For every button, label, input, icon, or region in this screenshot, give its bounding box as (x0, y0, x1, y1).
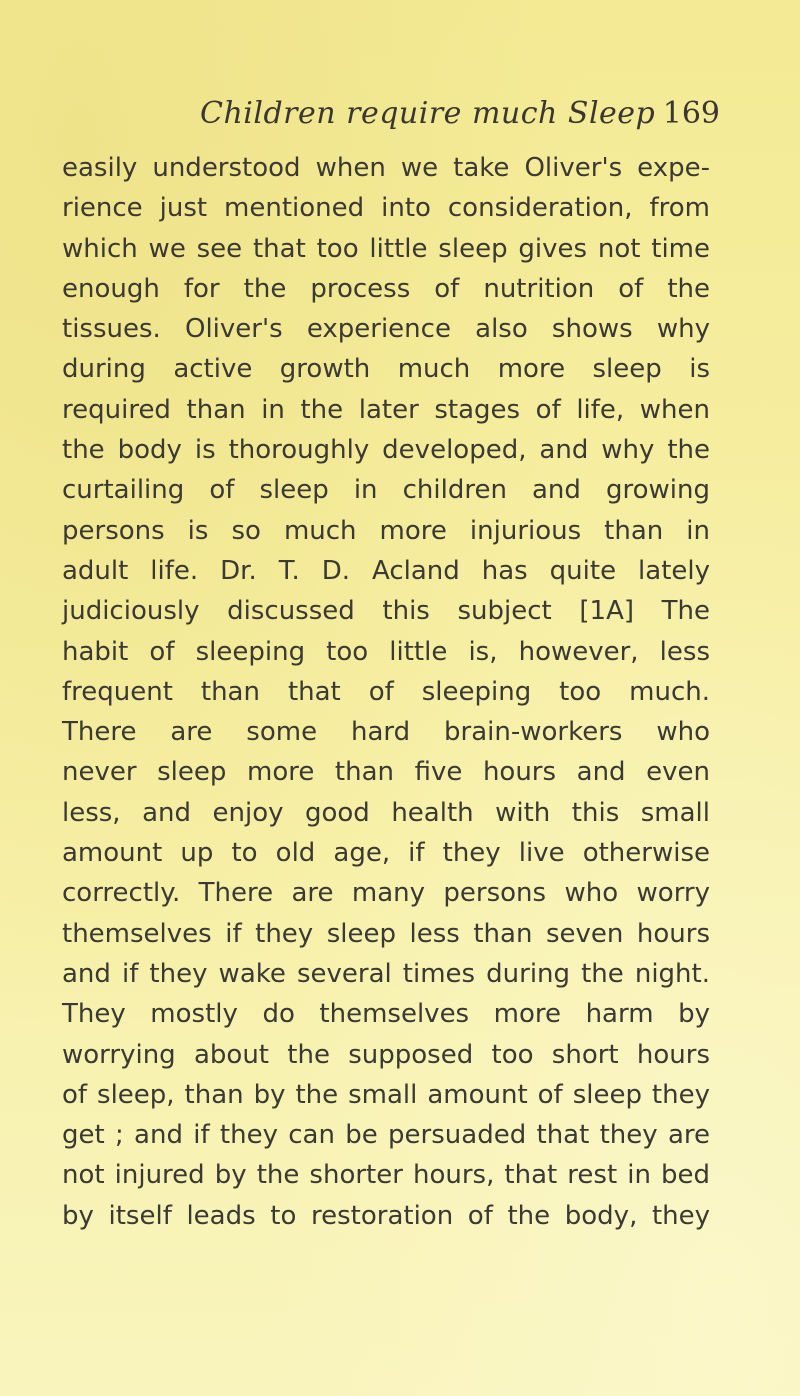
text-line: They mostly do themselves more harm by (62, 999, 710, 1030)
text-line: correctly. There are many persons who worry (62, 878, 710, 909)
text-line: of sleep, than by the small amount of sleep they (62, 1079, 710, 1110)
body-text (62, 148, 710, 1236)
text-line: amount up to old age, if they live otherwise (62, 838, 710, 869)
text-line: get ; and if they can be persuaded that they are (62, 1120, 710, 1151)
running-head (200, 96, 720, 142)
text-line: not injured by the shorter hours, that rest in bed (62, 1160, 710, 1191)
text-line: habit of sleeping too little is, however, less (62, 636, 710, 667)
text-line: rience just mentioned into consideration, from (62, 193, 710, 224)
text-line: never sleep more than five hours and even (62, 757, 710, 788)
text-line: adult life. Dr. T. D. Acland has quite lately (62, 555, 710, 586)
text-line: during active growth much more sleep is (62, 354, 710, 385)
text-line: which we see that too little sleep gives not time (62, 233, 710, 264)
text-line: frequent than that of sleeping too much. (62, 676, 710, 707)
text-line: by itself leads to restoration of the body, they (62, 1200, 710, 1231)
text-line: themselves if they sleep less than seven hours (62, 918, 710, 949)
text-line: There are some hard brain-workers who (62, 717, 710, 748)
text-line: and if they wake several times during the night. (62, 958, 710, 989)
text-line: persons is so much more injurious than in (62, 515, 710, 546)
text-line: curtailing of sleep in children and growing (62, 475, 710, 506)
text-line: judiciously discussed this subject [1A] The (62, 596, 710, 627)
text-line: enough for the process of nutrition of the (62, 273, 710, 304)
running-title: Children require much Sleep (200, 96, 656, 131)
page-number: 169 (662, 96, 720, 131)
text-line: worrying about the supposed too short hours (62, 1039, 710, 1070)
text-line: required than in the later stages of life, when (62, 394, 710, 425)
text-line: less, and enjoy good health with this small (62, 797, 710, 828)
text-line: easily understood when we take Oliver's expe- (62, 153, 710, 183)
text-line: the body is thoroughly developed, and why the (62, 435, 710, 466)
text-line: tissues. Oliver's experience also shows why (62, 314, 710, 345)
